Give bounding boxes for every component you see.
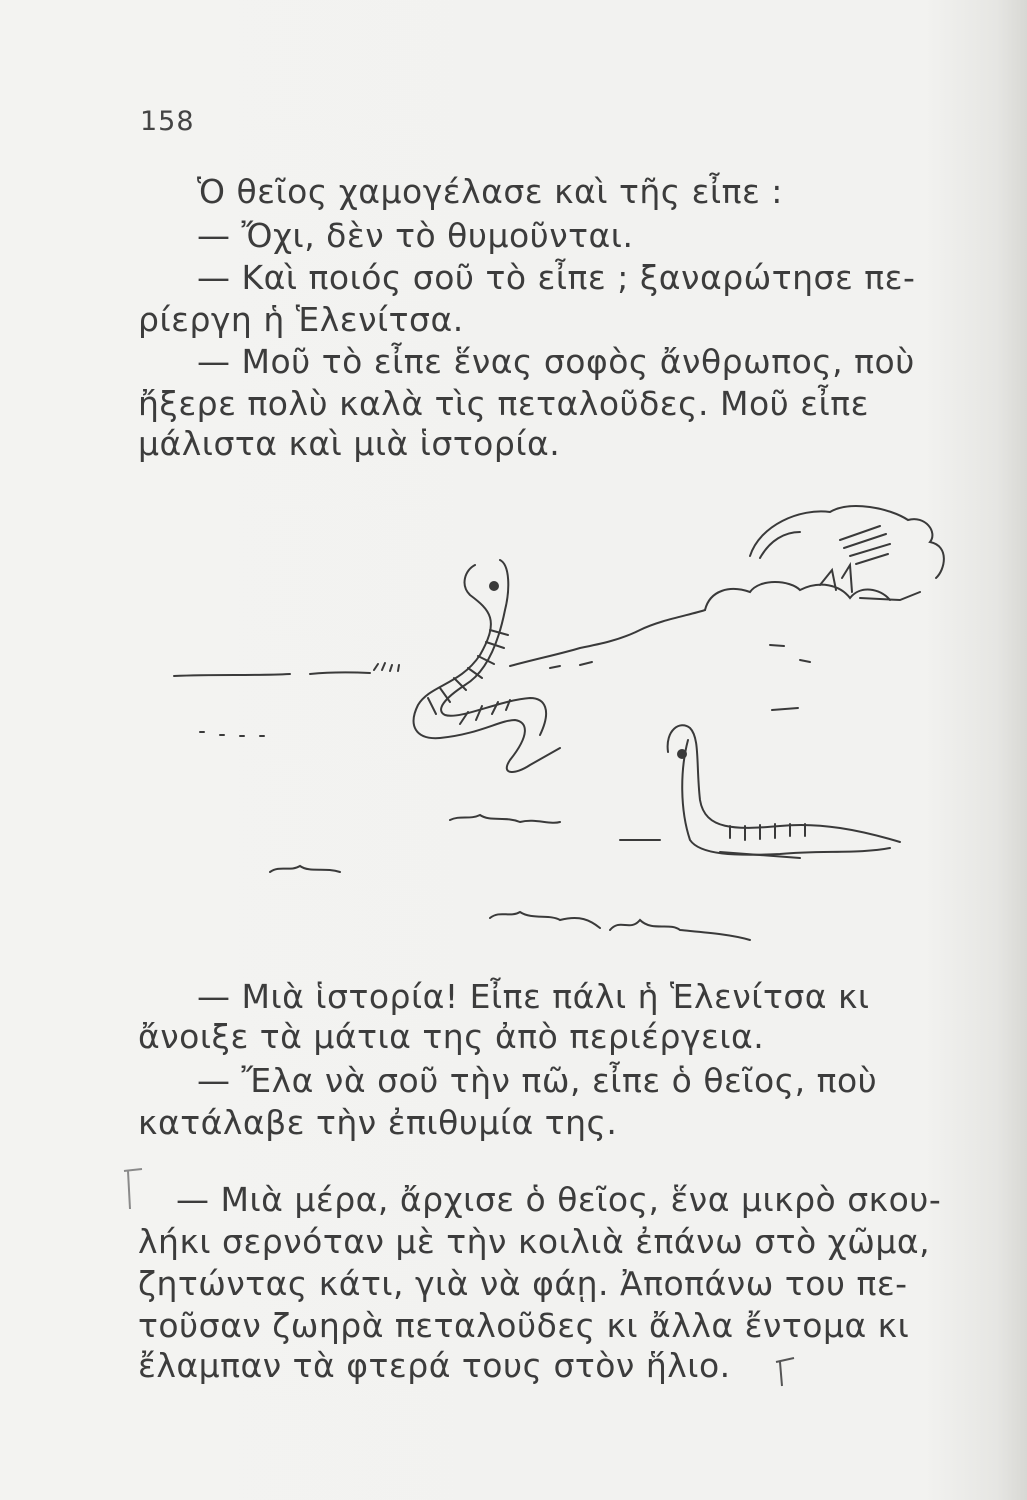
text-line: ἤξερε πολὺ καλὰ τὶς πεταλοῦδες. Μοῦ εἶπε	[138, 384, 869, 423]
pencil-mark-icon	[772, 1350, 802, 1390]
text-line: — Μοῦ τὸ εἶπε ἕνας σοφὸς ἄνθρωπος, ποὺ	[197, 342, 915, 381]
text-line: μάλιστα καὶ μιὰ ἱστορία.	[138, 424, 561, 463]
text-line: κατάλαβε τὴν ἐπιθυμία της.	[138, 1103, 618, 1142]
text-line: τοῦσαν ζωηρὰ πεταλοῦδες κι ἄλλα ἔντομα κι	[138, 1306, 910, 1345]
text-line: — Καὶ ποιός σοῦ τὸ εἶπε ; ξαναρώτησε πε-	[197, 258, 916, 297]
text-line: Ὁ θεῖος χαμογέλασε καὶ τῆς εἶπε :	[197, 172, 783, 211]
text-line: — Μιὰ μέρα, ἄρχισε ὁ θεῖος, ἕνα μικρὸ σκου-	[176, 1180, 942, 1219]
worms-illustration	[160, 470, 960, 960]
text-line: λήκι σερνόταν μὲ τὴν κοιλιὰ ἐπάνω στὸ χῶμα,	[138, 1222, 931, 1261]
page-number: 158	[140, 106, 195, 137]
text-line: — Μιὰ ἱστορία! Εἶπε πάλι ἡ Ἑλενίτσα κι	[197, 977, 870, 1016]
text-line: ἔλαμπαν τὰ φτερά τους στὸν ἥλιο.	[138, 1346, 731, 1385]
pencil-mark-icon	[118, 1165, 158, 1215]
text-line: — Ὄχι, δὲν τὸ θυμοῦνται.	[197, 216, 634, 255]
text-line: ρίεργη ἡ Ἑλενίτσα.	[138, 300, 464, 339]
text-line: ζητώντας κάτι, γιὰ νὰ φάῃ. Ἀποπάνω του πε-	[138, 1264, 908, 1303]
text-line: — Ἔλα νὰ σοῦ τὴν πῶ, εἶπε ὁ θεῖος, ποὺ	[197, 1061, 878, 1100]
text-line: ἄνοιξε τὰ μάτια της ἀπὸ περιέργεια.	[138, 1017, 765, 1056]
